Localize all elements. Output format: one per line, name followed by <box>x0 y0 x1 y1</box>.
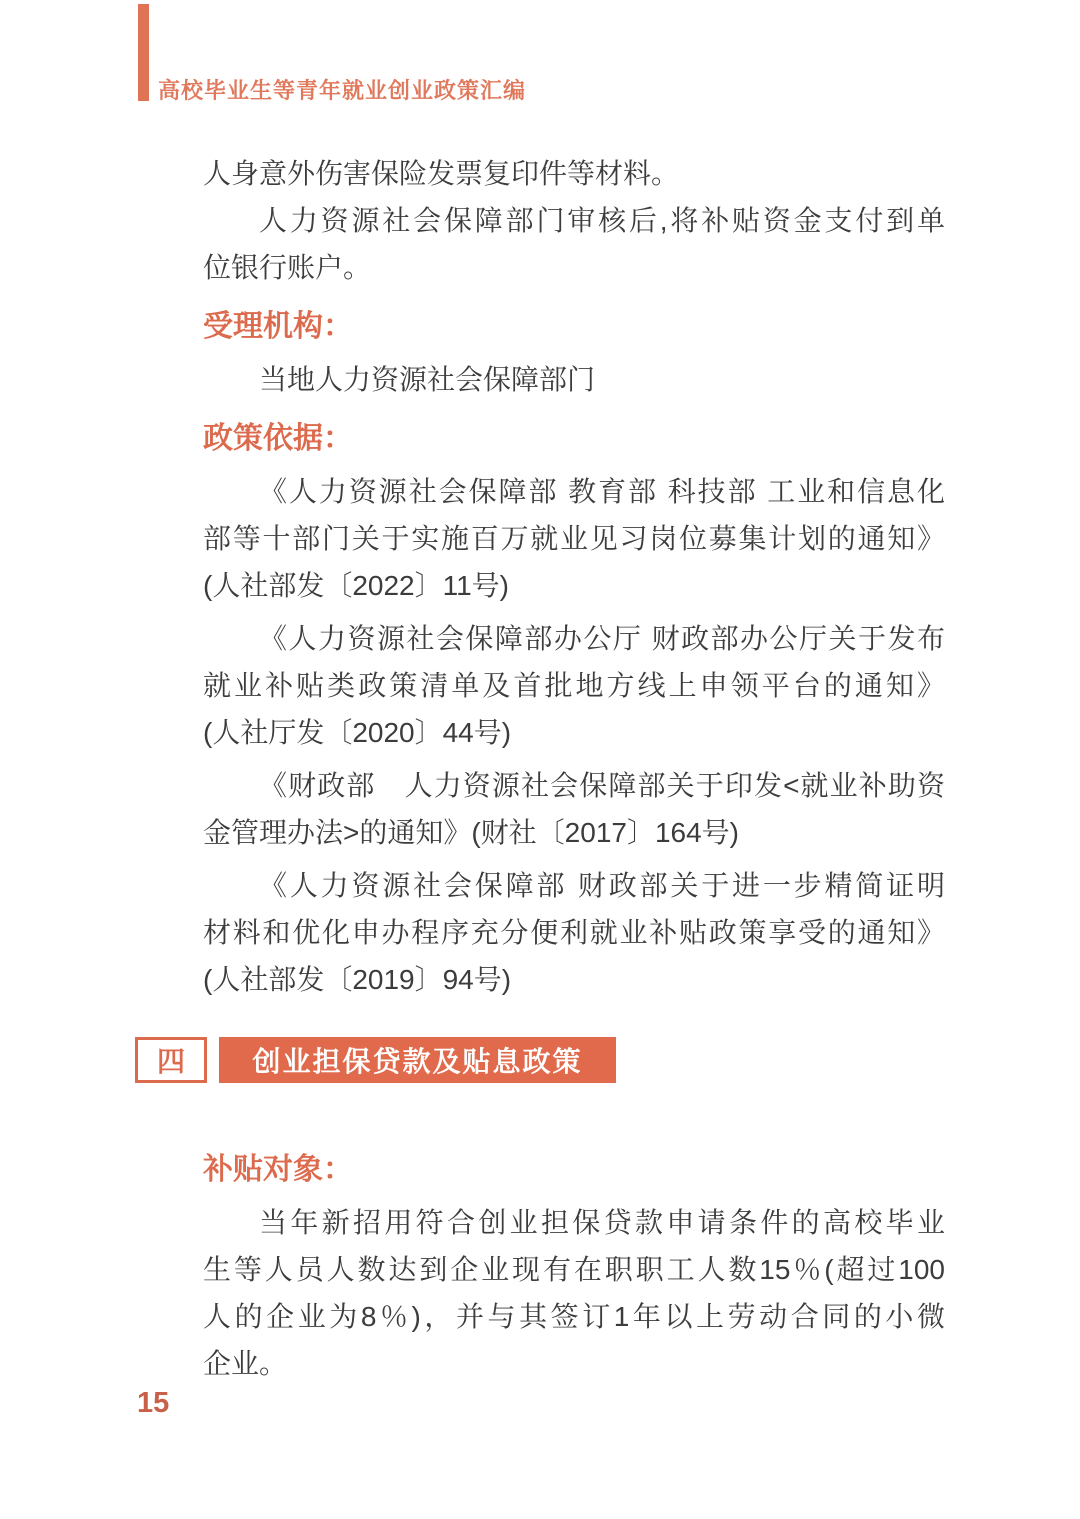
text-line: 金管理办法>的通知》(财社〔2017〕164号) <box>203 817 740 848</box>
text-line: 当年新招用符合创业担保贷款申请条件的高校毕业 <box>259 1207 945 1238</box>
text-line: 材料和优化申办程序充分便利就业补贴政策享受的通知》 <box>203 917 945 948</box>
intro-paragraph <box>203 150 945 291</box>
heading-subsidy-target: 补贴对象： <box>203 1153 353 1186</box>
policy-basis-paragraph <box>203 468 945 1003</box>
text-line: 生等人员人数达到企业现有在职职工人数15％(超过100 <box>203 1254 945 1285</box>
content-column <box>156 150 945 1393</box>
text-line: 人的企业为8％)，并与其签订1年以上劳动合同的小微 <box>203 1301 945 1332</box>
text-line: (人社部发〔2022〕11号) <box>203 570 510 601</box>
text-line: 《人力资源社会保障部 财政部关于进一步精简证明 <box>259 870 945 901</box>
text-line: 企业。 <box>203 1348 288 1379</box>
section-title-banner: 创业担保贷款及贴息政策 <box>219 1037 616 1083</box>
text-line: 人身意外伤害保险发票复印件等材料。 <box>203 158 680 189</box>
text-line: 部等十部门关于实施百万就业见习岗位募集计划的通知》 <box>203 523 945 554</box>
subsidy-target-paragraph <box>203 1199 945 1387</box>
section-number-box: 四 <box>135 1037 207 1083</box>
text-line: 人力资源社会保障部门审核后,将补贴资金支付到单 <box>259 205 945 236</box>
page-number: 15 <box>137 1387 170 1419</box>
text-line: 当地人力资源社会保障部门 <box>259 364 596 395</box>
section-banner <box>135 1037 945 1083</box>
text-line: 《人力资源社会保障部 教育部 科技部 工业和信息化 <box>259 476 945 507</box>
text-line: 《财政部 人力资源社会保障部关于印发<就业补助资 <box>259 770 945 801</box>
text-line: 位银行账户。 <box>203 252 372 283</box>
text-line: (人社部发〔2019〕94号) <box>203 964 512 995</box>
header-accent-bar <box>138 4 149 101</box>
text-line: 《人力资源社会保障部办公厅 财政部办公厅关于发布 <box>259 623 945 654</box>
heading-policy-basis: 政策依据： <box>203 422 353 455</box>
document-title: 高校毕业生等青年就业创业政策汇编 <box>158 78 527 103</box>
heading-accepting-agency: 受理机构： <box>203 310 353 343</box>
text-line: 就业补贴类政策清单及首批地方线上申领平台的通知》 <box>203 670 945 701</box>
text-line: (人社厅发〔2020〕44号) <box>203 717 512 748</box>
accepting-agency-paragraph <box>203 356 945 403</box>
